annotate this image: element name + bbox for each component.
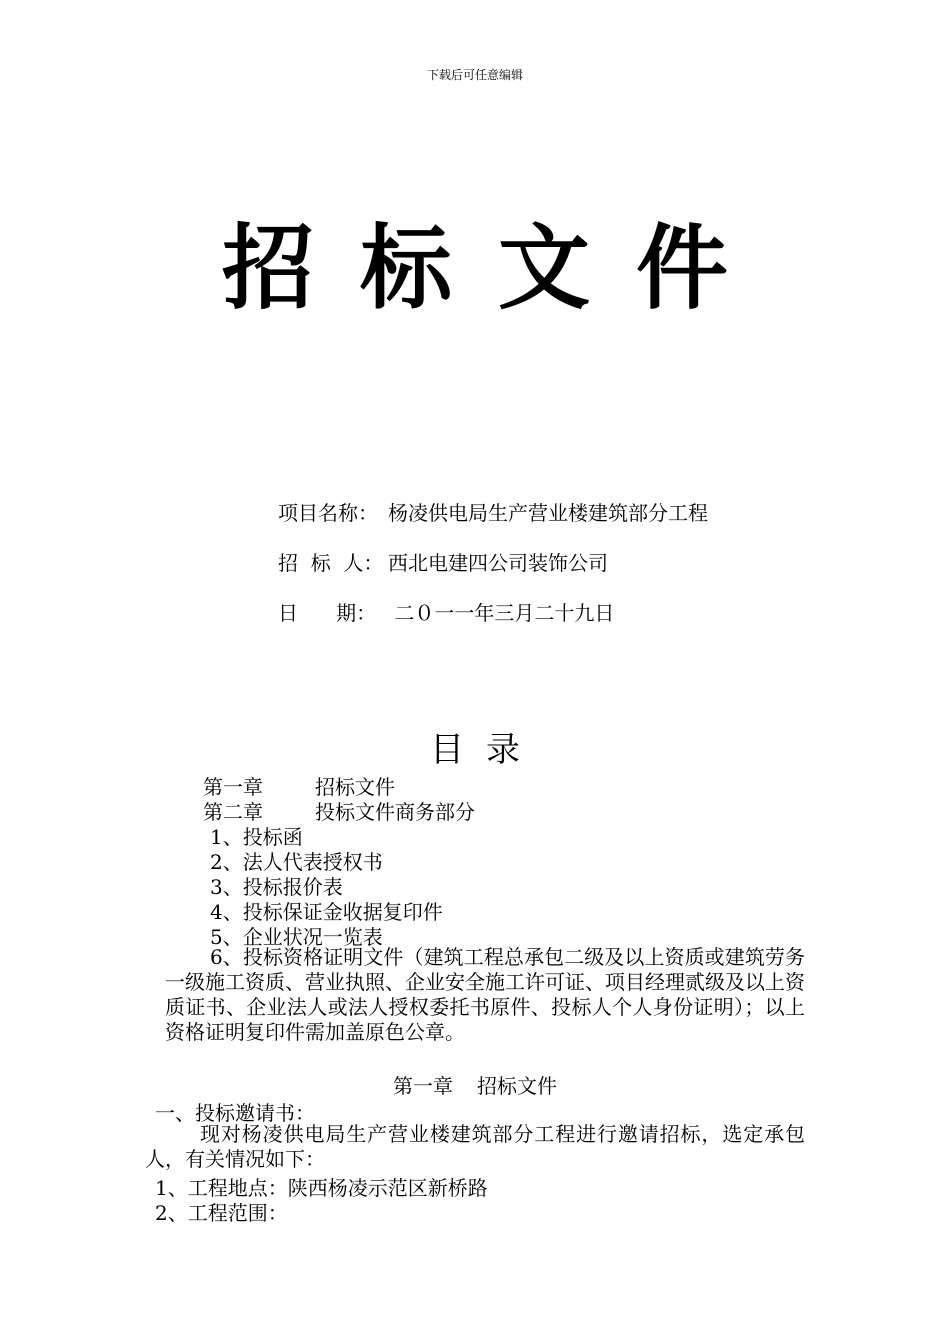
page-header-note: 下载后可任意编辑 — [426, 68, 523, 82]
date-row — [278, 597, 614, 626]
toc-chapter-2-name: 投标文件商务部分 — [315, 800, 475, 824]
toc-item-1: 1、投标函 — [210, 825, 303, 849]
project-name-label: 项目名称： — [278, 501, 378, 525]
project-scope: 2、工程范围： — [155, 1201, 288, 1225]
toc-title: 目录 — [430, 730, 542, 770]
tenderer-label: 招 标 人： — [278, 551, 384, 575]
toc-item-5: 5、企业状况一览表 — [210, 925, 383, 949]
chapter-1-num: 第一章 — [393, 1074, 453, 1098]
chapter-1-heading — [0, 1070, 950, 1099]
invitation-intro: 现对杨凌供电局生产营业楼建筑部分工程进行邀请招标，选定承包人，有关情况如下： — [145, 1122, 805, 1171]
date-label: 日 期： — [278, 601, 377, 625]
toc-item-3: 3、投标报价表 — [210, 875, 343, 899]
toc-item-2: 2、法人代表授权书 — [210, 850, 383, 874]
toc-item-6: 6、投标资格证明文件（建筑工程总承包二级及以上资质或建筑劳务一级施工资质、营业执照、企业安全施工许可证、项目经理贰级及以上资质证书、企业法人或法人授权委托书原件、投标人个人身份证明）；以上资格证明复印件需加盖原色公章。 — [165, 945, 805, 1044]
tenderer-value: 西北电建四公司装饰公司 — [388, 551, 608, 575]
toc-chapter-1-name: 招标文件 — [315, 775, 395, 799]
document-title: 招标文件 — [221, 215, 774, 322]
project-name-value: 杨凌供电局生产营业楼建筑部分工程 — [388, 501, 708, 525]
toc-item-4: 4、投标保证金收据复印件 — [210, 900, 443, 924]
toc-chapter-2-num: 第二章 — [203, 800, 263, 824]
tenderer-row — [278, 547, 608, 576]
chapter-1-name: 招标文件 — [477, 1074, 557, 1098]
toc-chapter-1-num: 第一章 — [203, 775, 263, 799]
date-value: 二０一一年三月二十九日 — [388, 601, 615, 625]
project-location: 1、工程地点：陕西杨凌示范区新桥路 — [155, 1176, 488, 1200]
section-invitation-heading: 一、投标邀请书： — [155, 1101, 315, 1125]
project-name-row — [278, 497, 708, 526]
